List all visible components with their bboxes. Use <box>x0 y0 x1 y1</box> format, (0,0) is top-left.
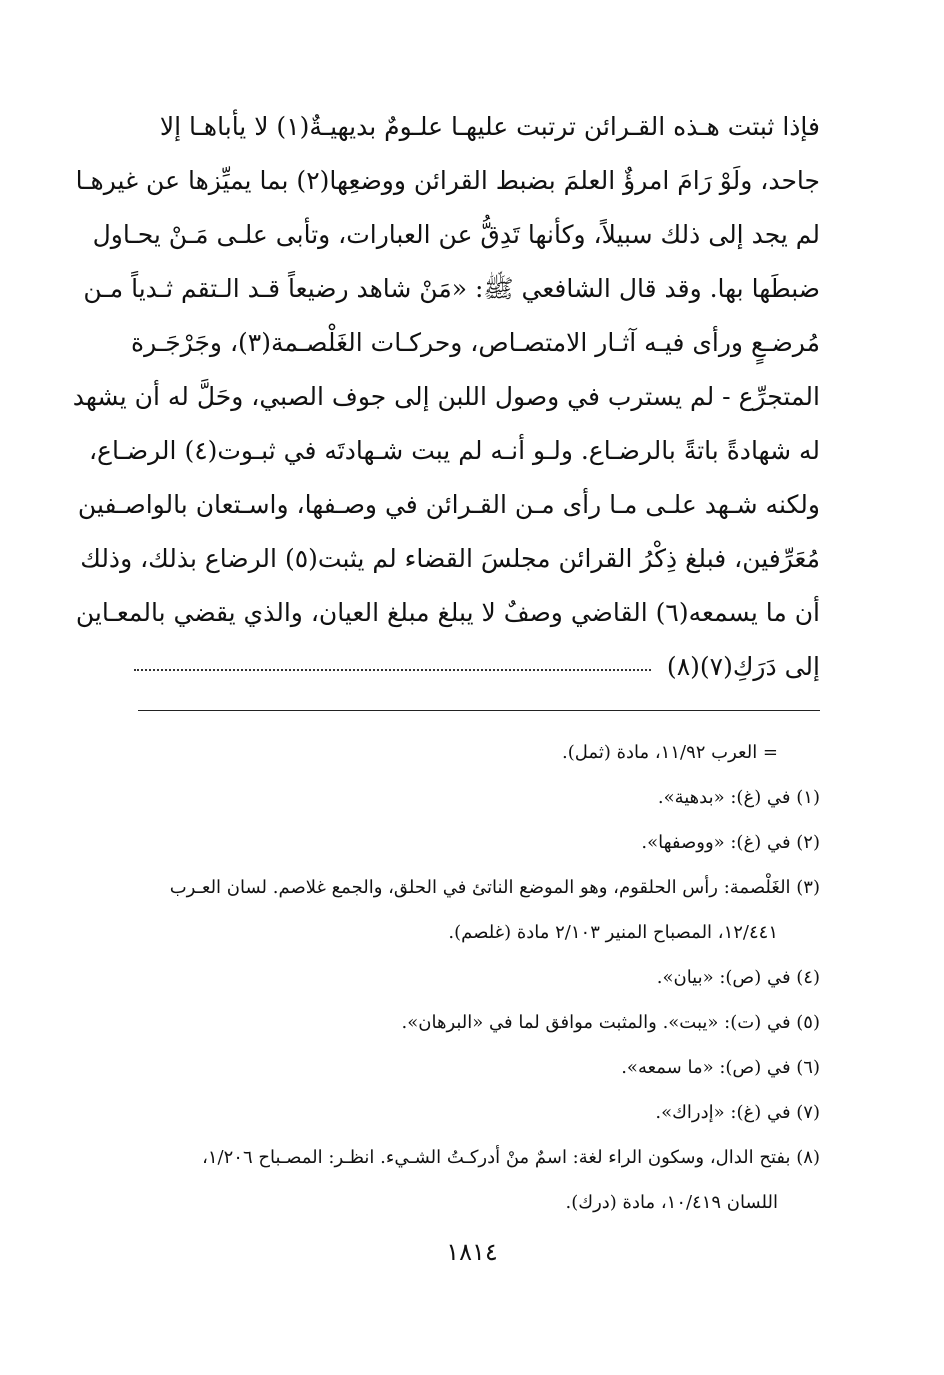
main-text-line: مُرضـعٍ ورأى فيـه آثـار الامتصـاص، وحركـات الغَلْصـمة(٣)، وجَرْجَـرة <box>131 328 820 357</box>
main-text-line: فإذا ثبتت هـذه القـرائن ترتبت عليهـا علـومٌ بديهيـةٌ(١) لا يأباهـا إلا <box>159 112 820 141</box>
main-text-last-line <box>130 640 820 694</box>
page-number: ١٨١٤ <box>446 1238 498 1266</box>
footnote-item: (٨) بفتح الدال، وسكون الراء لغة: اسمٌ منْ أدركـتُ الشـيء. انظـر: المصـباح ١/٢٠٦، <box>202 1147 820 1168</box>
main-text-line: جاحد، ولَوْ رَامَ امرؤٌ العلمَ بضبط القرائن ووضعِها(٢) بما يميِّزها عن غيرهـا <box>75 166 820 195</box>
footnote-continuation: = العرب ١١/٩٢، مادة (ثمل). <box>562 742 778 763</box>
main-text-line: أن ما يسمعه(٦) القاضي وصفٌ لا يبلغ مبلغ العيان، والذي يقضي بالمعـاين <box>75 598 820 627</box>
footnote-item: (٣) الغَلْصمة: رأس الحلقوم، وهو الموضع الناتئ في الحلق، والجمع غلاصم. لسان العـرب <box>169 877 820 898</box>
footnotes-block <box>130 730 820 1225</box>
footnote-item-continuation: اللسان ١٠/٤١٩، مادة (درك). <box>565 1192 778 1213</box>
footnote-separator <box>138 710 820 711</box>
last-line-text: إلى دَرَكِ(٧)(٨) <box>666 652 820 681</box>
main-text-line: ضبطَها بها. وقد قال الشافعي ﷺ: «مَنْ شاهد رضيعاً قـد الـتقم ثـدياً مـن <box>83 274 820 303</box>
main-text-line: لم يجد إلى ذلك سبيلاً، وكأنها تَدِقُّ عن العبارات، وتأبى علـى مَـنْ يحـاول <box>92 220 820 249</box>
footnote-item-continuation: ١٢/٤٤١، المصباح المنير ٢/١٠٣ مادة (غلصم). <box>448 922 778 943</box>
footnote-item: (١) في (غ): «بدهية». <box>657 787 820 808</box>
footnote-item: (٧) في (غ): «إدراك». <box>655 1102 820 1123</box>
footnote-item: (٦) في (ص): «ما سمعه». <box>621 1057 820 1078</box>
footnote-item: (٤) في (ص): «بيان». <box>656 967 820 988</box>
footnote-item: (٥) في (ت): «يبت». والمثبت موافق لما في «البرهان». <box>401 1012 820 1033</box>
main-text-line: ولكنه شـهد علـى مـا رأى مـن القـرائن في وصـفها، واسـتعان بالواصـفين <box>77 490 820 519</box>
footnote-item: (٢) في (غ): «ووصفها». <box>641 832 820 853</box>
main-text-line: له شهادةً باتةً بالرضـاع. ولـو أنـه لم يبت شـهادتَه في ثبـوت(٤) الرضـاع، <box>88 436 820 465</box>
main-text-line: المتجرِّع - لم يسترب في وصول اللبن إلى جوف الصبي، وحَلَّ له أن يشهد <box>72 382 820 411</box>
main-text-block <box>72 100 820 694</box>
dotted-leader <box>134 669 651 671</box>
main-text-line: مُعَرِّفين، فبلغ ذِكْرُ القرائن مجلسَ القضاء لم يثبت(٥) الرضاع بذلك، وذلك <box>80 544 820 573</box>
